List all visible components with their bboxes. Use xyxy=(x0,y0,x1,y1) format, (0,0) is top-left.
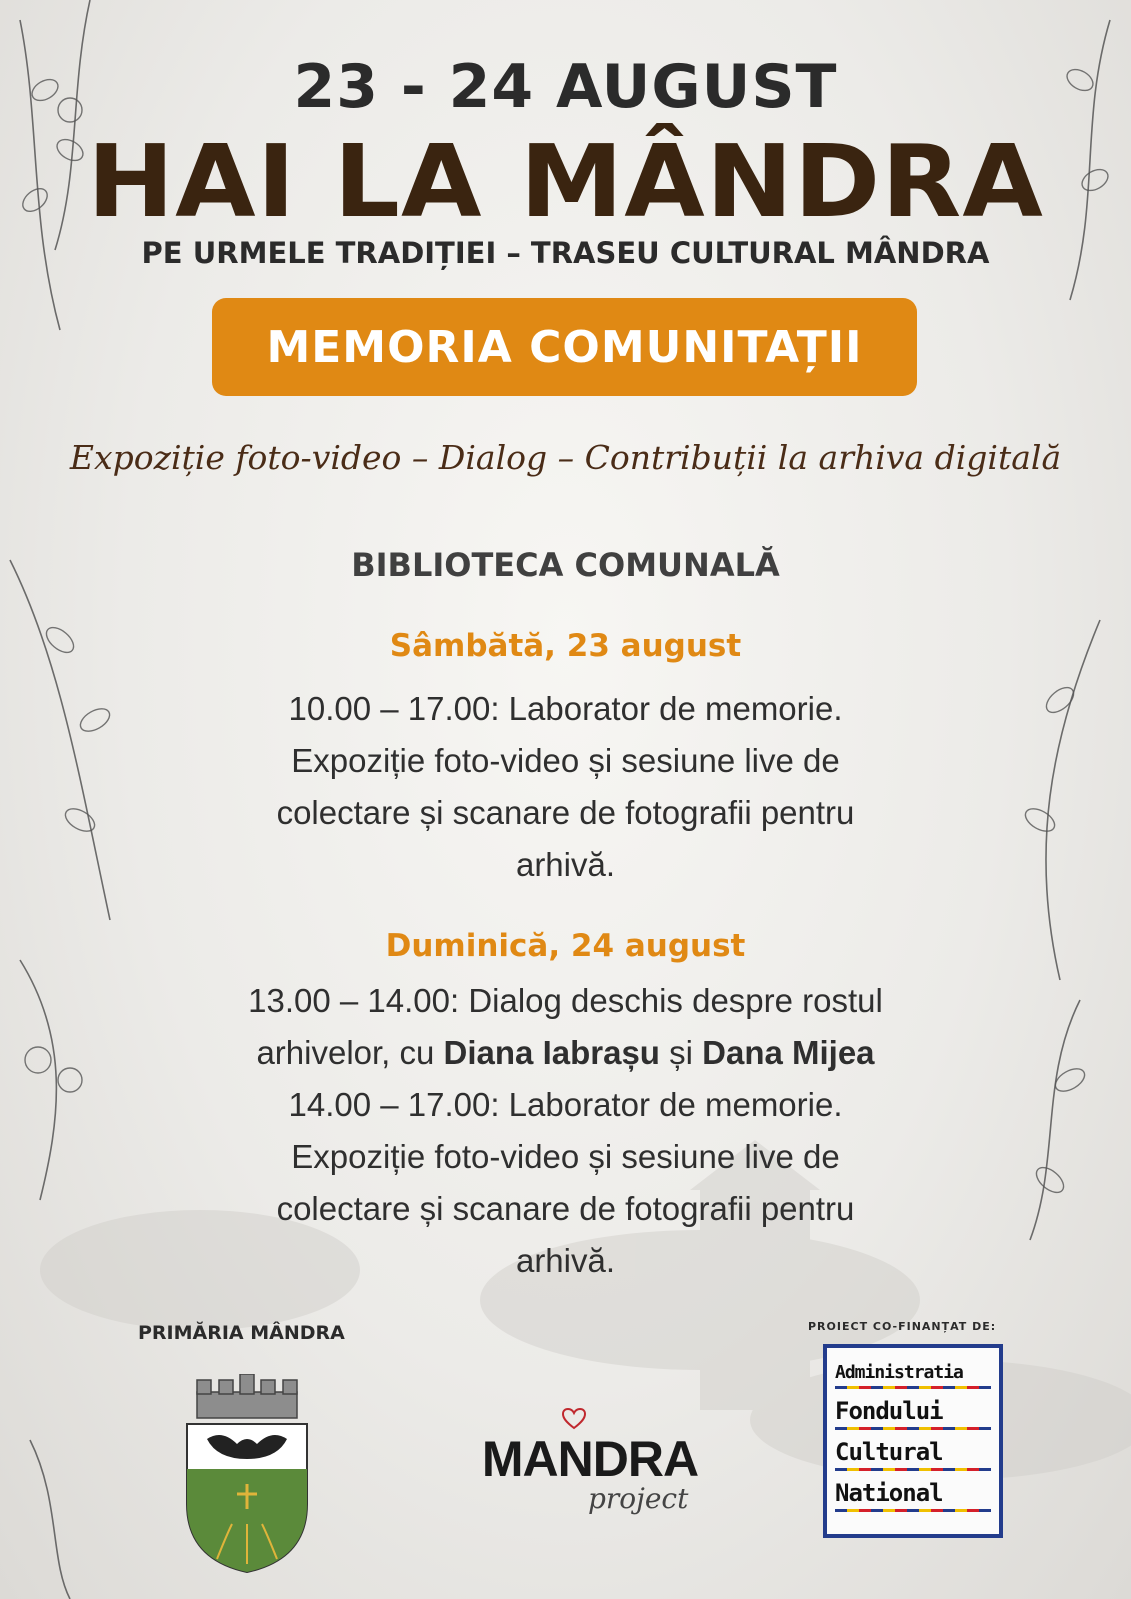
primaria-label: PRIMĂRIA MÂNDRA xyxy=(138,1322,345,1344)
guests-conjunction: și xyxy=(659,1034,703,1071)
heart-icon xyxy=(562,1408,586,1430)
afcn-logo xyxy=(823,1344,1003,1538)
event-tagline: Expoziție foto-video – Dialog – Contribuții la arhiva digitală xyxy=(69,438,1062,477)
event-subtitle: PE URMELE TRADIȚIEI – TRASEU CULTURAL MÂNDRA xyxy=(141,236,990,270)
guest-name: Dana Mijea xyxy=(702,1034,875,1071)
schedule-line: 14.00 – 17.00: Laborator de memorie. xyxy=(288,1086,843,1123)
coat-of-arms-logo xyxy=(182,1374,312,1574)
cofinanced-label: PROIECT CO-FINANȚAT DE: xyxy=(808,1320,997,1333)
day1-heading: Sâmbătă, 23 august xyxy=(389,628,742,664)
guests-prefix: arhivelor, cu xyxy=(256,1034,444,1071)
mandra-logo-sub: project xyxy=(588,1482,689,1515)
schedule-line: colectare și scanare de fotografii pentru xyxy=(276,794,855,831)
schedule-line: arhivă. xyxy=(515,846,616,883)
schedule-line: Expoziție foto-video și sesiune live de xyxy=(291,742,840,779)
schedule-line: 10.00 – 17.00: Laborator de memorie. xyxy=(288,690,843,727)
afcn-logo-line: Cultural xyxy=(835,1438,943,1466)
afcn-logo-line: National xyxy=(835,1479,943,1507)
event-dates: 23 - 24 AUGUST xyxy=(293,52,838,122)
guest-name: Diana Iabrașu xyxy=(443,1034,660,1071)
schedule-line: arhivă. xyxy=(515,1242,616,1279)
schedule-line-guests xyxy=(0,1027,1131,1079)
day2-schedule xyxy=(0,975,1131,1287)
event-title: HAI LA MÂNDRA xyxy=(87,123,1044,240)
day1-schedule xyxy=(0,683,1131,891)
mandra-logo-word: MANDRA xyxy=(481,1431,699,1487)
day2-heading: Duminică, 24 august xyxy=(385,928,746,964)
section-badge xyxy=(212,298,917,396)
schedule-line: 13.00 – 14.00: Dialog deschis despre rostul xyxy=(248,982,883,1019)
event-venue: BIBLIOTECA COMUNALĂ xyxy=(351,546,780,584)
schedule-line: colectare și scanare de fotografii pentru xyxy=(276,1190,855,1227)
afcn-logo-line: Fondului xyxy=(835,1397,943,1425)
section-badge-label: MEMORIA COMUNITAȚII xyxy=(266,321,863,373)
schedule-line: Expoziție foto-video și sesiune live de xyxy=(291,1138,840,1175)
afcn-logo-line: Administratia xyxy=(835,1362,963,1383)
mandra-project-logo xyxy=(470,1408,710,1518)
